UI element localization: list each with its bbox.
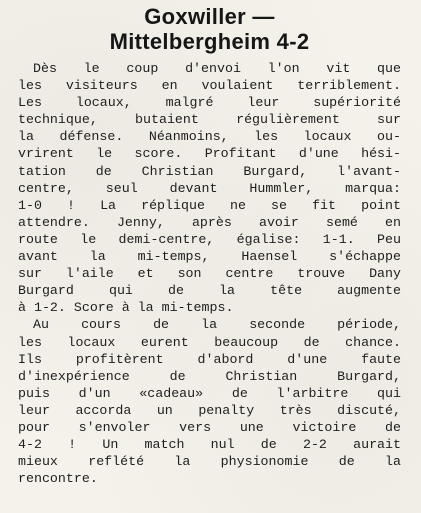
text-line: vrirent le score. Profitant d'une hési- (18, 146, 401, 162)
paragraph-2 (18, 316, 401, 487)
text-line: Burgard qui de la tête augmente (18, 283, 401, 299)
headline (18, 4, 401, 54)
headline-line-1: Goxwiller — (144, 4, 275, 29)
text-line: Dès le coup d'envoi l'on vit que (33, 61, 401, 76)
text-line: puis d'un «cadeau» de l'arbitre qui (18, 385, 401, 401)
text-line: les visiteurs en voulaient terriblement. (18, 78, 401, 94)
text-line: attendre. Jenny, après avoir semé en (18, 214, 401, 230)
text-line: 4-2 ! Un match nul de 2-2 aurait (18, 437, 401, 453)
text-line: rencontre. (18, 471, 98, 487)
text-line: sur l'aile et son centre trouve Dany (18, 266, 401, 282)
text-line: la défense. Néanmoins, les locaux ou- (18, 129, 401, 145)
text-line: 1-0 ! La réplique ne se fit point (18, 197, 401, 213)
text-line: les locaux eurent beaucoup de chance. (18, 334, 401, 350)
text-line: technique, butaient régulièrement sur (18, 112, 401, 128)
text-line: Au cours de la seconde période, (33, 317, 401, 333)
headline-line-2: Mittelbergheim 4-2 (109, 29, 310, 54)
text-line: d'inexpérience de Christian Burgard, (18, 368, 401, 384)
text-line: leur accorda un penalty très discuté, (18, 402, 401, 418)
text-line: pour s'envoler vers une victoire de (18, 419, 401, 435)
text-line: Ils profitèrent d'abord d'une faute (18, 351, 401, 367)
text-line: tation de Christian Burgard, l'avant- (18, 163, 401, 179)
text-line: mieux reflété la physionomie de la (18, 454, 401, 470)
text-line: Les locaux, malgré leur supériorité (18, 95, 401, 111)
text-line: centre, seul devant Hummler, marqua: (18, 180, 401, 196)
text-line: avant la mi-temps, Haensel s'échappe (18, 249, 401, 265)
paragraph-1 (18, 60, 401, 316)
text-line: à 1-2. Score à la mi-temps. (18, 300, 234, 316)
article-body (18, 60, 401, 487)
text-line: route le demi-centre, égalise: 1-1. Peu (18, 231, 401, 247)
